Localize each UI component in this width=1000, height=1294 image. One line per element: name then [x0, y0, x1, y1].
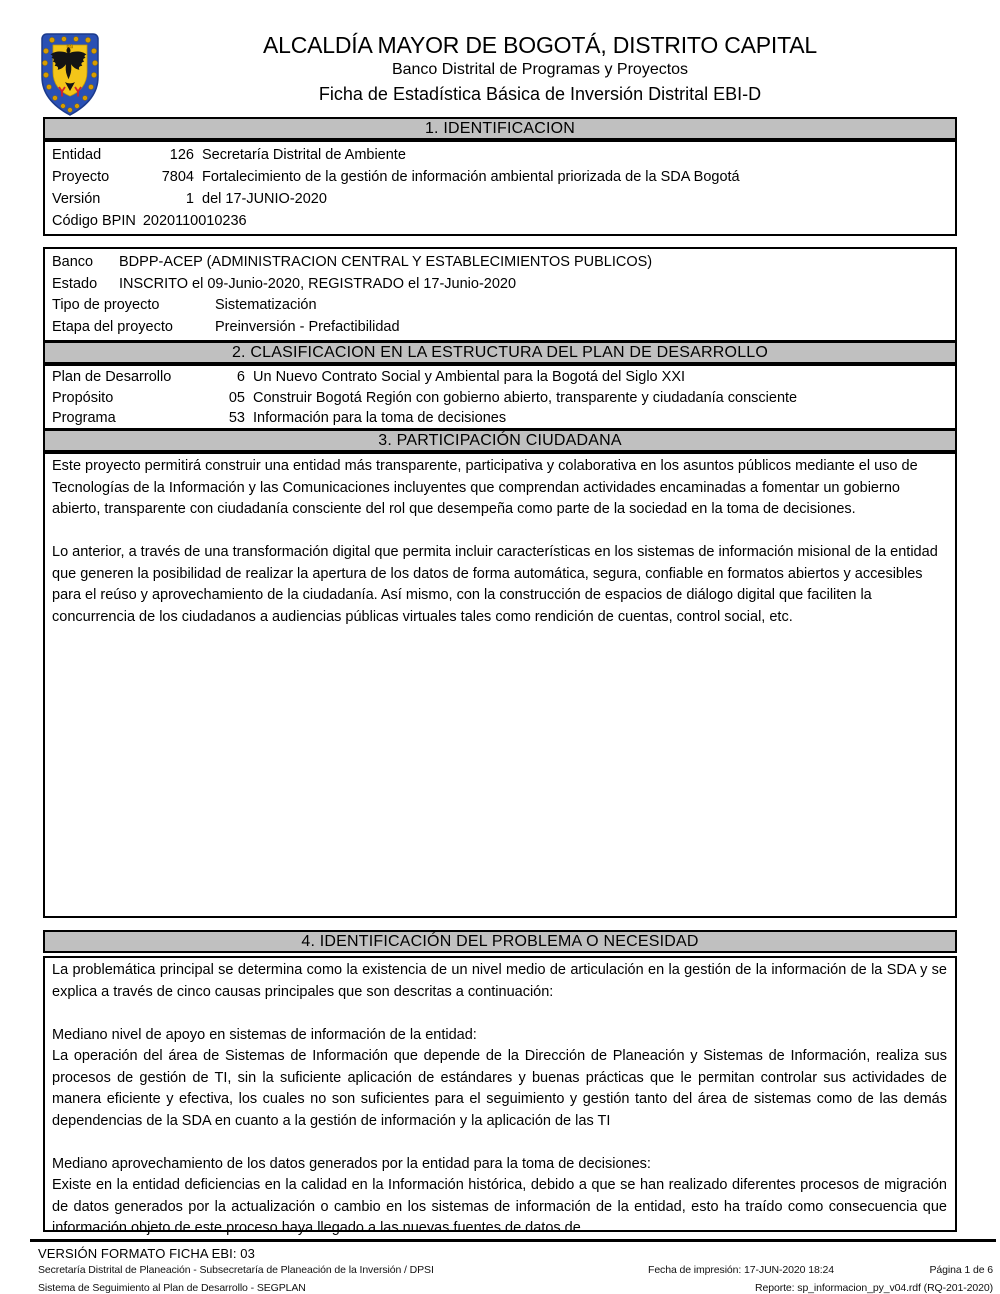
version-code: 1: [185, 191, 194, 207]
bpin-value: 2020110010236: [142, 213, 247, 229]
section-2-header: 2. CLASIFICACION EN LA ESTRUCTURA DEL PLAN DE DESARROLLO: [43, 341, 957, 364]
plan-code: 6: [236, 369, 245, 385]
entidad-code: 126: [169, 147, 194, 163]
entidad-label: Entidad: [52, 147, 102, 163]
footer-report-id: Reporte: sp_informacion_py_v04.rdf (RQ-201-2020): [755, 1282, 993, 1294]
document-title: ALCALDÍA MAYOR DE BOGOTÁ, DISTRITO CAPITAL: [263, 32, 817, 58]
proposito-value: Construir Bogotá Región con gobierno abierto, transparente y ciudadanía consciente: [253, 389, 798, 406]
problema-causa2-texto: Existe en la entidad deficiencias en la calidad en la Información histórica, debido a que se han realizado diferentes procesos de migración de datos generados por la actualización o cambio en los sistemas de información de la entidad, esto ha traído como consecuencia que información objeto de este proceso haya llegado a las nuevas fuentes de datos de: [52, 1177, 947, 1236]
estado-value: INSCRITO el 09-Junio-2020, REGISTRADO el 17-Junio-2020: [119, 275, 517, 292]
field-programa: [45, 408, 955, 429]
section-1-header: 1. IDENTIFICACION: [43, 117, 957, 140]
etapa-proyecto-value: Preinversión - Prefactibilidad: [215, 318, 400, 335]
problema-causa2-titulo: Mediano aprovechamiento de los datos generados por la entidad para la toma de decisiones:: [52, 1155, 651, 1172]
proposito-label: Propósito: [52, 389, 114, 406]
plan-label: Plan de Desarrollo: [52, 369, 172, 385]
identification-box: [43, 140, 957, 236]
field-etapa-proyecto: [45, 317, 955, 339]
field-estado: [45, 274, 955, 296]
proyecto-label: Proyecto: [52, 169, 110, 185]
bpin-label: Código BPIN: [52, 213, 136, 229]
footer-version-formato: VERSIÓN FORMATO FICHA EBI: 03: [38, 1246, 255, 1261]
participacion-paragraph-2: Lo anterior, a través de una transformación digital que permita incluir características en los sistemas de información misional de la entidad que generen la posibilidad de realizar la apertura de los datos de forma automática, segura, confiable en formatos abiertos y accesibles para el reúso y aprovechamiento de la ciudadanía. Así mismo, con la construcción de espacios de diálogo digital que faciliten la concurrencia de los ciudadanos a audiencias públicas virtuales tales como rendición de cuentas, control social, etc.: [52, 544, 938, 625]
tipo-proyecto-label: Tipo de proyecto: [52, 297, 160, 313]
field-banco: [45, 252, 955, 274]
section-3-header: 3. PARTICIPACIÓN CIUDADANA: [43, 429, 957, 452]
banco-value: BDPP-ACEP (ADMINISTRACION CENTRAL Y ESTABLECIMIENTOS PUBLICOS): [119, 254, 653, 270]
field-bpin: [45, 210, 955, 232]
problema-box: [43, 956, 957, 1236]
problema-intro: La problemática principal se determina como la existencia de un nivel medio de articulación en la gestión de la información de la SDA y se explica a través de cinco causas principales que son descritas a continuación:: [52, 962, 947, 1000]
field-proyecto: [45, 166, 955, 188]
field-proposito: [45, 388, 955, 409]
footer-page-number: Página 1 de 6: [929, 1264, 993, 1276]
problema-causa1-texto: La operación del área de Sistemas de Información que depende de la Dirección de Planeación y Sistemas de Información, realiza sus procesos de gestión de TI, sin la suficiente aplicación de estándares y buenas prácticas que le permitan controlar sus actividades de manera eficiente y efectiva, los cuales no son suficientes para el seguimiento y gestión tanto del área de sistemas como de las demás dependencias de la SDA en cuanto a la gestión de información y la aplicación de las TI: [52, 1048, 947, 1129]
proyecto-value: Fortalecimiento de la gestión de información ambiental priorizada de la SDA Bogotá: [202, 169, 740, 185]
field-tipo-proyecto: [45, 295, 955, 317]
plan-clasificacion-box: [43, 364, 957, 430]
tipo-proyecto-value: Sistematización: [215, 297, 317, 313]
footer-divider: [30, 1239, 996, 1242]
participacion-box: [43, 452, 957, 918]
version-value: del 17-JUNIO-2020: [202, 191, 327, 207]
entidad-value: Secretaría Distrital de Ambiente: [202, 147, 406, 163]
section-4-header: 4. IDENTIFICACIÓN DEL PROBLEMA O NECESIDAD: [43, 930, 957, 953]
version-label: Versión: [52, 191, 101, 207]
document-type-name: Ficha de Estadística Básica de Inversión Distrital EBI-D: [318, 84, 762, 104]
programa-label: Programa: [52, 410, 116, 426]
footer-fecha-impresion: Fecha de impresión: 17-JUN-2020 18:24: [648, 1264, 834, 1276]
banco-label: Banco: [52, 254, 94, 270]
field-plan-desarrollo: [45, 367, 955, 388]
field-entidad: [45, 144, 955, 166]
registry-box: [43, 247, 957, 342]
participacion-paragraph-1: Este proyecto permitirá construir una entidad más transparente, participativa y colaborativa en los asuntos públicos mediante el uso de Tecnologías de la Información y las Comunicaciones incluyentes que comprendan actividades encaminadas a fomentar un gobierno abierto, transparente con ciudadanía consciente del rol que desempeña como parte de la sociedad en la toma de decisiones.: [52, 458, 918, 517]
plan-value: Un Nuevo Contrato Social y Ambiental para la Bogotá del Siglo XXI: [253, 369, 686, 385]
proposito-code: 05: [228, 389, 245, 406]
programa-value: Información para la toma de decisiones: [253, 410, 507, 426]
field-version: [45, 188, 955, 210]
footer-org-line2: Sistema de Seguimiento al Plan de Desarrollo - SEGPLAN: [38, 1282, 306, 1294]
document-subtitle: Banco Distrital de Programas y Proyectos: [391, 61, 689, 78]
etapa-proyecto-label: Etapa del proyecto: [52, 318, 173, 335]
programa-code: 53: [228, 410, 245, 426]
problema-causa1-titulo: Mediano nivel de apoyo en sistemas de información de la entidad:: [52, 1026, 477, 1043]
footer-org-line1: Secretaría Distrital de Planeación - Subsecretaría de Planeación de la Inversión / DPSI: [38, 1264, 434, 1276]
proyecto-code: 7804: [161, 169, 194, 185]
estado-label: Estado: [52, 275, 98, 292]
